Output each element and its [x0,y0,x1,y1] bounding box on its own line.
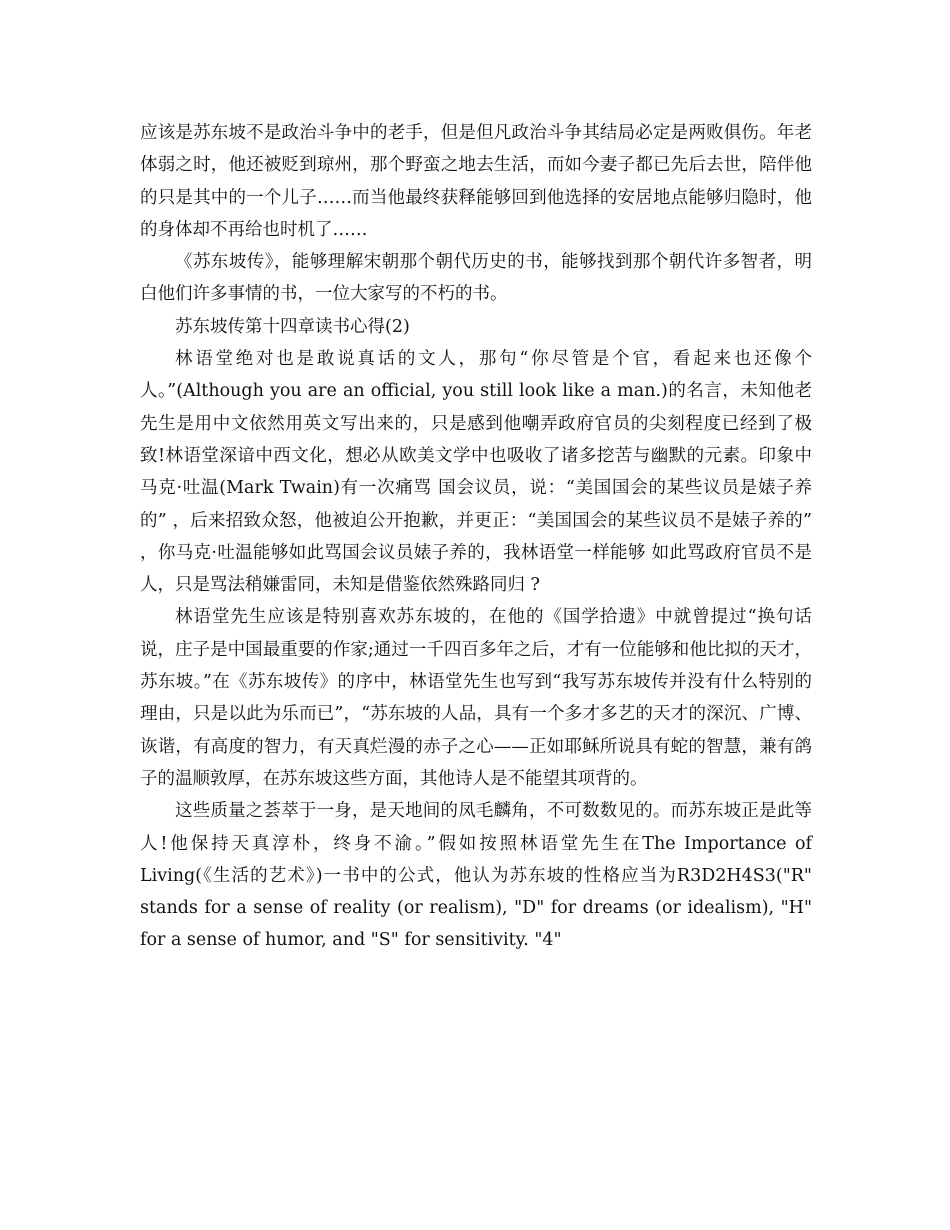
section-heading: 苏东坡传第十四章读书心得(2) [175,316,410,337]
paragraph-2: 《苏东坡传》，能够理解宋朝那个朝代历史的书，能够找到那个朝代许多智者，明白他们许多事情的书，一位大家写的不朽的书。 [140,252,812,305]
paragraph-4: 林语堂先生应该是特别喜欢苏东坡的，在他的《国学拾遗》中就曾提过“换句话说，庄子是中国最重要的作家;通过一千四百多年之后，才有一位能够和他比拟的天才，苏东坡。”在《苏东坡传》的序中，林语堂先生也写到“我写苏东坡传并没有什么特别的理由，只是以此为乐而已”，“苏东坡的人品，具有一个多才多艺的天才的深沉、广博、诙谐，有高度的智力，有天真烂漫的赤子之心——正如耶稣所说具有蛇的智慧，兼有鸽子的温顺敦厚，在苏东坡这些方面，其他诗人是不能望其项背的。 [140,607,812,789]
paragraph-1: 应该是苏东坡不是政治斗争中的老手，但是但凡政治斗争其结局必定是两败俱伤。年老体弱之时，他还被贬到琼州，那个野蛮之地去生活，而如今妻子都已先后去世，陪伴他的只是其中的一个儿子……而当他最终获释能够回到他选择的安居地点能够归隐时，他的身体却不再给也时机了…… [140,123,812,240]
paragraph-5: 这些质量之荟萃于一身，是天地间的凤毛麟角，不可数数见的。而苏东坡正是此等人!他保持天真淳朴，终身不渝。”假如按照林语堂先生在The Importance of Living(《生活的艺术》)一书中的公式，他认为苏东坡的性格应当为R3D2H4S3("R" stands for a sense of reality (or realism), "D" for dreams (or idealism), "H" for a sense of humor, and "S" for sensitivity. "4" [140,801,812,951]
paragraph-3: 林语堂绝对也是敢说真话的文人，那句“你尽管是个官，看起来也还像个人。”(Although you are an official, you still look like a man.)的名言，未知他老先生是用中文依然用英文写出来的，只是感到他嘲弄政府官员的尖刻程度已经到了极致!林语堂深谙中西文化，想必从欧美文学中也吸收了诸多挖苦与幽默的元素。印象中马克·吐温(Mark Twain)有一次痛骂 国会议员，说：“美国国会的某些议员是婊子养的” ，后来招致众怒，他被迫公开抱歉，并更正：“美国国会的某些议员不是婊子养的” ，你马克·吐温能够如此骂国会议员婊子养的，我林语堂一样能够 如此骂政府官员不是人，只是骂法稍嫌雷同，未知是借鉴依然殊路同归 ? [140,349,812,596]
document-page [140,117,812,957]
